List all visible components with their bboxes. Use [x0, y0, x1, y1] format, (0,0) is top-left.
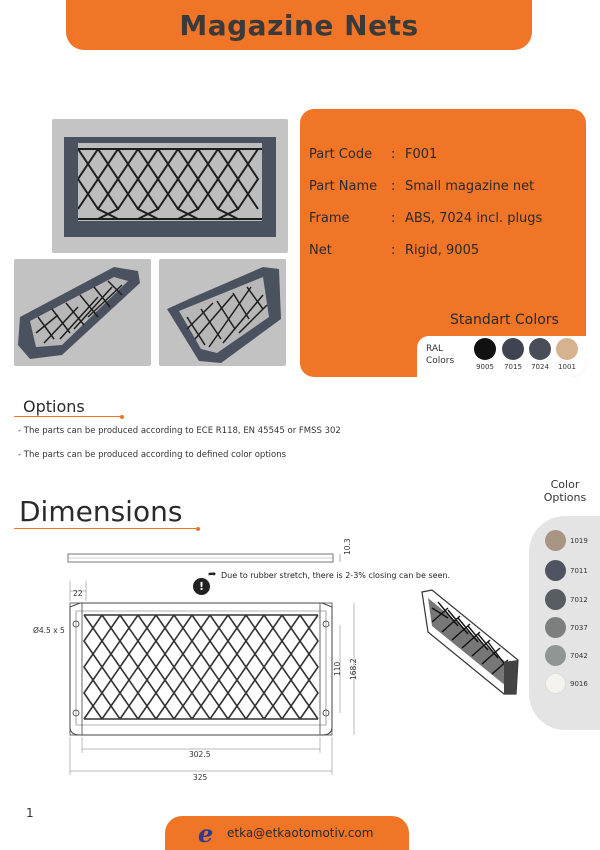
color-code-9016: 9016	[570, 680, 588, 688]
color-option-7042	[545, 645, 566, 666]
company-logo-icon: e	[198, 819, 214, 848]
color-options-panel	[529, 516, 600, 730]
page-title: Magazine Nets	[179, 8, 419, 42]
ral-label: RAL Colors	[426, 344, 455, 366]
dim-outer-width: 325	[193, 773, 208, 782]
contact-email[interactable]: etka@etkaotomotiv.com	[227, 826, 374, 840]
color-option-9016	[545, 673, 566, 694]
color-option-7012	[545, 589, 566, 610]
footer-bar	[165, 816, 409, 850]
color-code-7042: 7042	[570, 652, 588, 660]
spec-net: Net : Rigid, 9005	[309, 243, 480, 258]
option-item-2: - The parts can be produced according to defined color options	[18, 450, 287, 460]
color-code-7012: 7012	[570, 596, 588, 604]
dim-inner-width: 302.5	[189, 750, 211, 759]
arrow-icon: ➦	[208, 569, 217, 580]
spec-part-code: Part Code : F001	[309, 147, 438, 162]
product-photo-angle-right	[159, 259, 286, 366]
product-photo-angle-left	[14, 259, 151, 366]
ral-color-box	[417, 336, 586, 377]
color-option-7037	[545, 617, 566, 638]
dim-inner-height: 110	[333, 661, 342, 676]
dim-thickness: 10.3	[343, 538, 352, 555]
color-code-7011: 7011	[570, 567, 588, 575]
dimensions-underline	[14, 528, 198, 529]
product-photo-front	[52, 119, 288, 253]
swatch-code-1001: 1001	[558, 363, 576, 371]
swatch-code-7024: 7024	[531, 363, 549, 371]
dimensions-heading: Dimensions	[19, 495, 183, 528]
dim-outer-height: 168.2	[349, 658, 358, 680]
color-option-7011	[545, 560, 566, 581]
page-number: 1	[26, 806, 34, 820]
warning-icon: !	[193, 578, 210, 595]
spec-frame: Frame : ABS, 7024 incl. plugs	[309, 211, 543, 226]
options-heading: Options	[23, 397, 85, 416]
swatch-7024	[529, 338, 551, 360]
dim-corner: 22	[73, 589, 83, 598]
isometric-view	[418, 588, 522, 696]
options-underline	[14, 416, 122, 417]
option-item-1: - The parts can be produced according to ECE R118, EN 45545 or FMSS 302	[18, 426, 341, 436]
stretch-note: Due to rubber stretch, there is 2-3% closing can be seen.	[221, 571, 451, 580]
spec-panel	[300, 109, 586, 377]
color-options-title: Color Options	[543, 478, 587, 504]
swatch-1001	[556, 338, 578, 360]
net-front-illustration	[52, 119, 288, 253]
color-option-1019	[545, 530, 566, 551]
swatch-9005	[474, 338, 496, 360]
swatch-code-9005: 9005	[476, 363, 494, 371]
swatch-7015	[502, 338, 524, 360]
title-banner	[66, 0, 532, 50]
dim-hole: Ø4.5 x 5	[33, 626, 65, 635]
color-code-7037: 7037	[570, 624, 588, 632]
swatch-code-7015: 7015	[504, 363, 522, 371]
color-code-1019: 1019	[570, 537, 588, 545]
spec-part-name: Part Name : Small magazine net	[309, 179, 535, 194]
standard-colors-title: Standart Colors	[450, 312, 559, 328]
